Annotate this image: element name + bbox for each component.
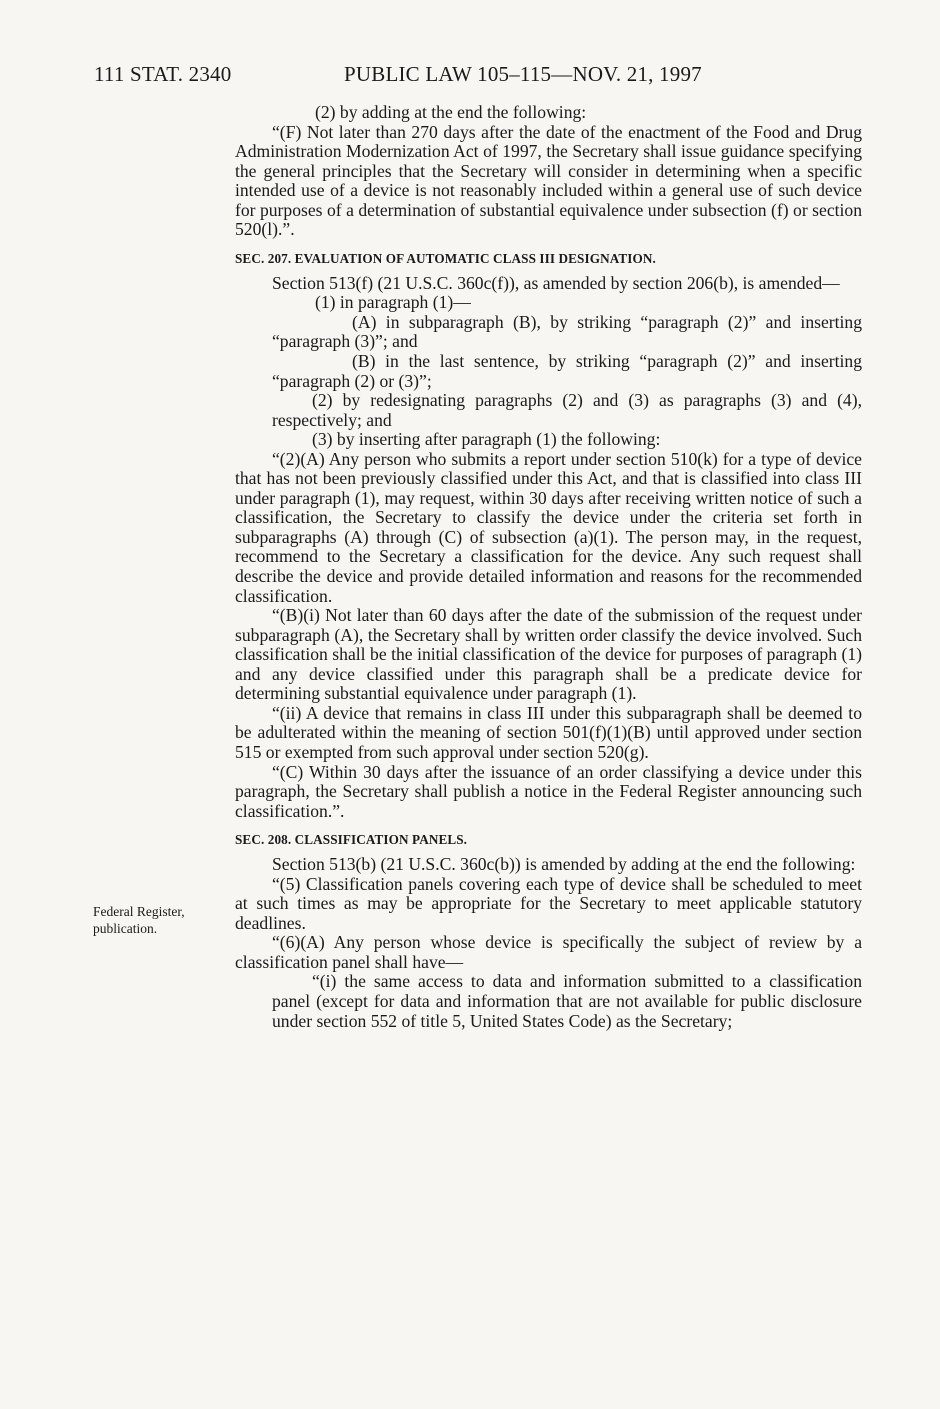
paragraph: “(5) Classification panels covering each type of device shall be scheduled to meet at such times as may be appropriate for the Secretary to meet applicable statutory deadlines. (235, 873, 862, 933)
paragraph: “(6)(A) Any person whose device is specifically the subject of review by a classification panel shall have— (235, 932, 862, 972)
paragraph: “(ii) A device that remains in class III under this subparagraph shall be deemed to be adulterated within the meaning of section 501(f)(1)(B) until approved under section 515 or exempted from such approval under section 520(g). (235, 702, 862, 762)
paragraph: “(i) the same access to data and information submitted to a classification panel (except for data and information that are not available for public disclosure under section 552 of title 5, United States Code) as the Secretary; (272, 971, 862, 1031)
margin-note-line-2: publication. (93, 920, 158, 936)
running-title: PUBLIC LAW 105–115—NOV. 21, 1997 (344, 62, 702, 86)
paragraph: “(C) Within 30 days after the issuance of an order classifying a device under this paragraph, the Secretary shall publish a notice in the Federal Register announcing such classification.”. (235, 761, 862, 821)
paragraph: Section 513(b) (21 U.S.C. 360c(b)) is amended by adding at the end the following: (272, 854, 856, 875)
section-heading-207: SEC. 207. EVALUATION OF AUTOMATIC CLASS III DESIGNATION. (235, 250, 656, 266)
paragraph: (1) in paragraph (1)— (315, 292, 471, 313)
paragraph: (B) in the last sentence, by striking “paragraph (2)” and inserting “paragraph (2) or (3)”; (272, 351, 862, 391)
margin-note-line-1: Federal Register, (93, 904, 185, 919)
paragraph: “(2)(A) Any person who submits a report under section 510(k) for a type of device that has not been previously classified under this Act, and that is classified into class III under paragraph (1), may request, within 30 days after receiving written notice of such a classification, the Secretary to classify the device under the criteria set forth in subparagraphs (A) through (C) of subsection (a)(1). The person may, in the request, recommend to the Secretary a classification for the device. Any such request shall describe the device and provide detailed information and reasons for the recommended classification. (235, 448, 862, 606)
section-heading-208: SEC. 208. CLASSIFICATION PANELS. (235, 832, 468, 848)
paragraph: (2) by adding at the end the following: (315, 102, 587, 122)
page-header (94, 58, 864, 90)
page-body (235, 103, 862, 1031)
paragraph: (3) by inserting after paragraph (1) the following: (312, 429, 661, 450)
paragraph: “(F) Not later than 270 days after the date of the enactment of the Food and Drug Administration Modernization Act of 1997, the Secretary shall issue guidance specifying the general principles that the Secretary will consider in determining when a specific intended use of a device is not reasonably included within a general use of such device for purposes of a determination of substantial equivalence under subsection (f) or section 520(l).”. (235, 121, 862, 240)
paragraph: Section 513(f) (21 U.S.C. 360c(f)), as amended by section 206(b), is amended— (272, 272, 840, 293)
paragraph: (A) in subparagraph (B), by striking “paragraph (2)” and inserting “paragraph (3)”; and (272, 311, 862, 352)
margin-note (93, 904, 228, 937)
paragraph: (2) by redesignating paragraphs (2) and (3) as paragraphs (3) and (4), respectively; and (272, 390, 862, 430)
paragraph: “(B)(i) Not later than 60 days after the date of the submission of the request under subparagraph (A), the Secretary shall by written order classify the device involved. Such classification shall be the initial classification of the device for purposes of paragraph (1) and any device classified under this paragraph shall be a predicate device for determining substantial equivalence under paragraph (1). (235, 605, 862, 704)
statute-page-number: 111 STAT. 2340 (94, 62, 232, 86)
